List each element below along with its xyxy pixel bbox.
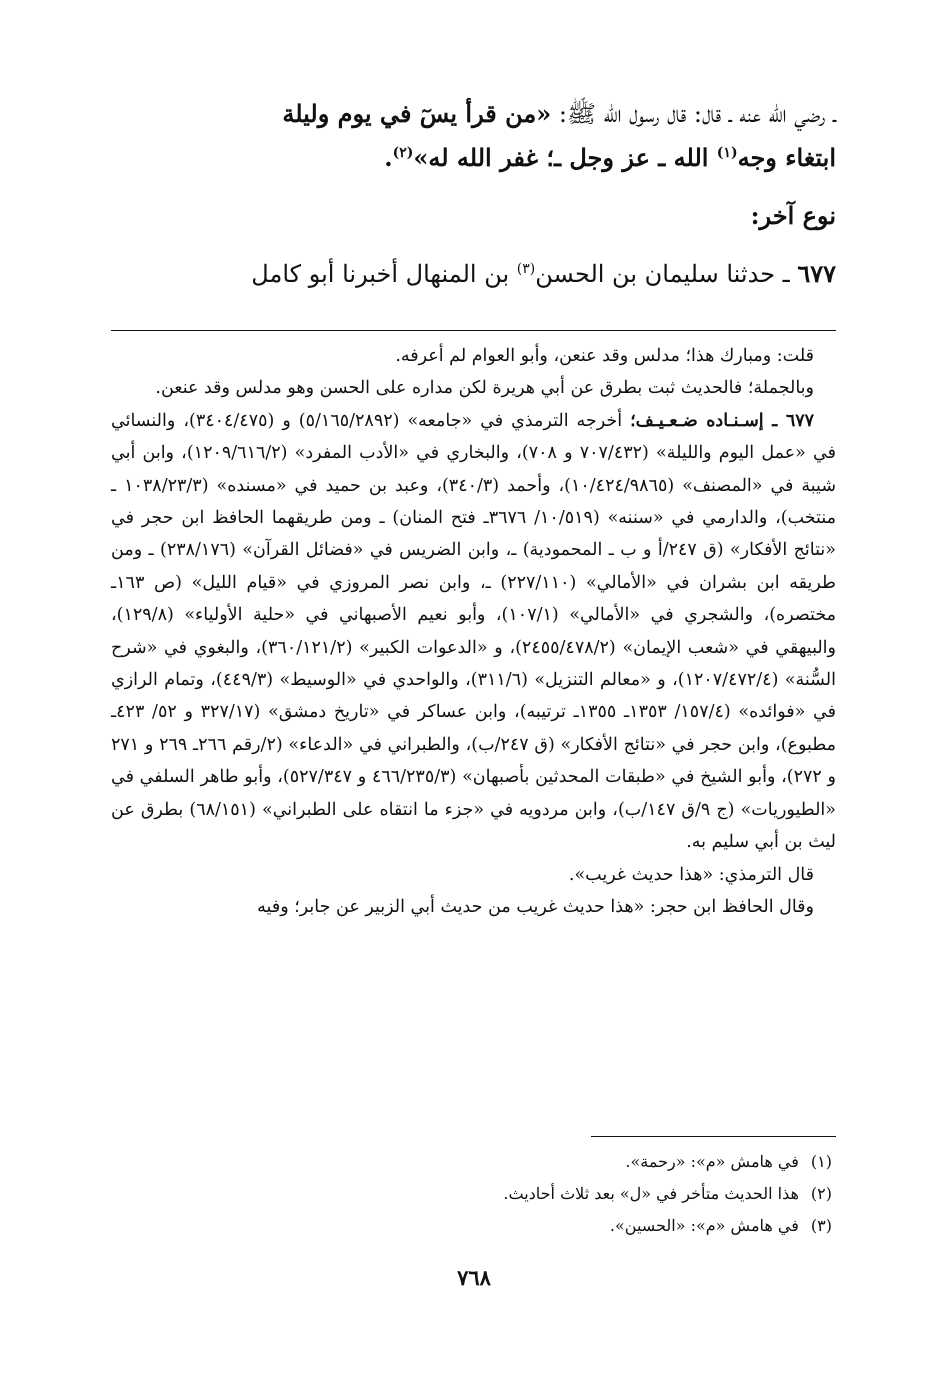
note-paragraph-5: وقال الحافظ ابن حجر: «هذا حديث غريب من حديث أبي الزبير عن جابر؛ وفيه (257, 896, 814, 917)
note-paragraph-3 (111, 405, 836, 859)
footnote-number: (٣) (810, 1216, 832, 1235)
main-line-2-end: . (384, 143, 393, 172)
footnote-rule (591, 1136, 836, 1137)
footnote-ref-3: (٣) (516, 261, 536, 277)
footnote-ref-2: (٢) (392, 145, 414, 161)
hadith-quote: «من قرأ يسٓ في يوم وليلة (282, 99, 552, 128)
footnote-text: هذا الحديث متأخر في «ل» بعد ثلاث أحاديث. (503, 1184, 799, 1203)
main-line-1 (111, 92, 836, 136)
footnote-1 (111, 1146, 836, 1178)
footnote-number: (١) (810, 1152, 832, 1171)
main-line-2 (111, 136, 836, 180)
footnote-2 (111, 1178, 836, 1210)
hadith-number: ٦٧٧ (797, 259, 836, 288)
hadith-text: ـ حدثنا سليمان بن الحسن (535, 260, 798, 288)
separator-rule (111, 330, 836, 331)
main-line-2-text2: الله ـ عز وجل ـ؛ غفر الله له» (413, 143, 717, 172)
takhrij-label: ـ إسـنـاده ضـعـيـف؛ (630, 410, 786, 431)
hadith-intro (111, 252, 836, 296)
note-paragraph-2: وبالجملة؛ فالحديث ثبت بطرق عن أبي هريرة لكن مداره على الحسن وهو مدلس وقد عنعن. (155, 378, 814, 399)
takhrij-number: ٦٧٧ (785, 410, 815, 431)
main-text (111, 92, 836, 296)
note-paragraph-4: قال الترمذي: «هذا حديث غريب». (568, 864, 814, 885)
page-number: ٧٦٨ (457, 1265, 491, 1290)
hadith-text2: بن المنهال أخبرنا أبو كامل (251, 260, 517, 288)
footnote-ref-1: (١) (716, 145, 738, 161)
takhrij-text: أخرجه الترمذي في «جامعه» (٥/١٦٥/٢٨٩٢) و (٣٤٠٤/٤٧٥)، والنسائي في «عمل اليوم والليلة» (٧٠٧/٤٣٢ و ٧٠٨)، والبخاري في «الأدب المفرد» (١٢٠٩/٦١٦/٢)، وابن أبي شيبة في «المصنف» (١٠/٤٢٤/٩٨٦٥)، وأحمد (٣٤٠/٣)، وعبد بن حميد في «مسنده» (١٠٣٨/٢٣/٣ ـ منتخب)، والدارمي في «سننه» (١٠/٥١٩/ ٣٦٧٦ـ فتح المنان) ـ ومن طريقهما الحافظ ابن حجر في «نتائج الأفكار» (ق ٢٤٧/أ و ب ـ المحمودية) ـ، وابن الضريس في «فضائل القرآن» (٢٣٨/١٧٦) ـ ومن طريقه ابن بشران في «الأمالي» (٢٢٧/١١٠) ـ، وابن نصر المروزي في «قيام الليل» (ص ١٦٣ـ مختصره)، والشجري في «الأمالي» (١٠٧/١)، وأبو نعيم الأصبهاني في «حلية الأولياء» (١٢٩/٨)، والبيهقي في «شعب الإيمان» (٢٤٥٥/٤٧٨/٢)، و «الدعوات الكبير» (٣٦٠/١٢١/٢)، والبغوي في «شرح السُّنة» (١٢٠٧/٤٧٢/٤)، و «معالم التنزيل» (٣١١/٦)، والواحدي في «الوسيط» (٤٤٩/٣)، وتمام الرازي في «فوائده» (١٥٧/٤/ ١٣٥٣ـ ١٣٥٥ـ ترتيبه)، وابن عساكر في «تاريخ دمشق» (٣٢٧/١٧ و ٥٢/ ٤٢٣ـ مطبوع)، وابن حجر في «نتائج الأفكار» (ق ٢٤٧/ب)، والطبراني في «الدعاء» (٢/رقم ٢٦٦ـ ٢٦٩ و ٢٧١ و ٢٧٢)، وأبو الشيخ في «طبقات المحدثين بأصبهان» (٤٦٦/٢٣٥/٣ و ٥٢٧/٣٤٧)، وأبو طاهر السلفي في «الطيوريات» (ج ٩/ق ١٤٧/ب)، وابن مردويه في «جزء ما انتقاه على الطبراني» (٦٨/١٥١) بطرق عن ليث بن أبي سليم به. (111, 410, 837, 853)
footnote-text: في هامش «م»: «الحسين». (609, 1216, 799, 1235)
note-paragraph-1: قلت: ومبارك هذا؛ مدلس وقد عنعن، وأبو العوام لم أعرفه. (395, 346, 814, 366)
main-line-1-text: ـ رضي الله عنه ـ قال: قال رسول الله ﷺ: (551, 100, 836, 128)
commentary (111, 340, 836, 923)
section-heading: نوع آخر: (750, 201, 836, 230)
main-line-2-text: ابتغاء وجه (737, 143, 836, 172)
footnote-text: في هامش «م»: «رحمة». (625, 1152, 799, 1171)
footnote-number: (٢) (810, 1184, 832, 1203)
footnotes (111, 1146, 836, 1242)
footnote-3 (111, 1210, 836, 1242)
